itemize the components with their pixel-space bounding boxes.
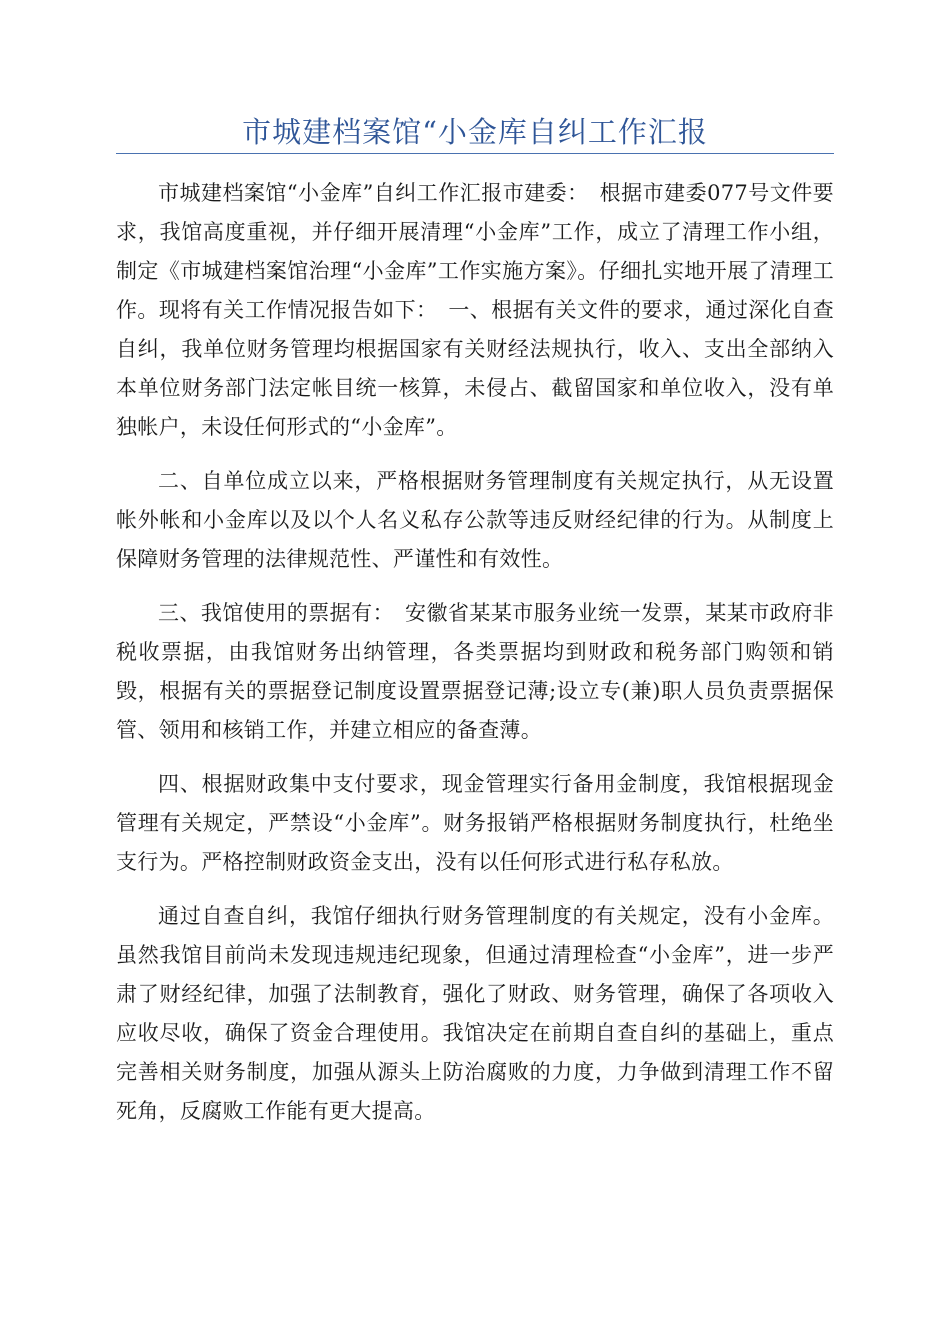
paragraph-item-3: 三、我馆使用的票据有： 安徽省某某市服务业统一发票，某某市政府非税收票据，由我馆财务出纳管理，各类票据均到财政和税务部门购领和销毁，根据有关的票据登记制度设置票据登记薄;设立专(兼)职人员负责票据保管、领用和核销工作，并建立相应的备查薄。 xyxy=(116,601,834,742)
document-title: 市城建档案馆“小金库自纠工作汇报 xyxy=(242,115,708,149)
document-body xyxy=(116,174,834,1146)
paragraph-intro: 市城建档案馆“小金库”自纠工作汇报市建委： 根据市建委077号文件要求，我馆高度重视，并仔细开展清理“小金库”工作，成立了清理工作小组，制定《市城建档案馆治理“小金库”工作实施方案》。仔细扎实地开展了清理工作。现将有关工作情况报告如下： 一、根据有关文件的要求，通过深化自查自纠，我单位财务管理均根据国家有关财经法规执行，收入、支出全部纳入本单位财务部门法定帐目统一核算，未侵占、截留国家和单位收入，没有单独帐户，未设任何形式的“小金库”。 xyxy=(116,181,834,439)
paragraph-item-4: 四、根据财政集中支付要求，现金管理实行备用金制度，我馆根据现金管理有关规定，严禁设“小金库”。财务报销严格根据财务制度执行，杜绝坐支行为。严格控制财政资金支出，没有以任何形式进行私存私放。 xyxy=(116,772,834,874)
title-underline xyxy=(116,153,834,154)
paragraph-conclusion: 通过自查自纠，我馆仔细执行财务管理制度的有关规定，没有小金库。虽然我馆目前尚未发现违规违纪现象，但通过清理检查“小金库”，进一步严肃了财经纪律，加强了法制教育，强化了财政、财务管理，确保了各项收入应收尽收，确保了资金合理使用。我馆决定在前期自查自纠的基础上，重点完善相关财务制度，加强从源头上防治腐败的力度，力争做到清理工作不留死角，反腐败工作能有更大提高。 xyxy=(116,904,834,1123)
paragraph-item-2: 二、自单位成立以来，严格根据财务管理制度有关规定执行，从无设置帐外帐和小金库以及以个人名义私存公款等违反财经纪律的行为。从制度上保障财务管理的法律规范性、严谨性和有效性。 xyxy=(116,469,834,571)
